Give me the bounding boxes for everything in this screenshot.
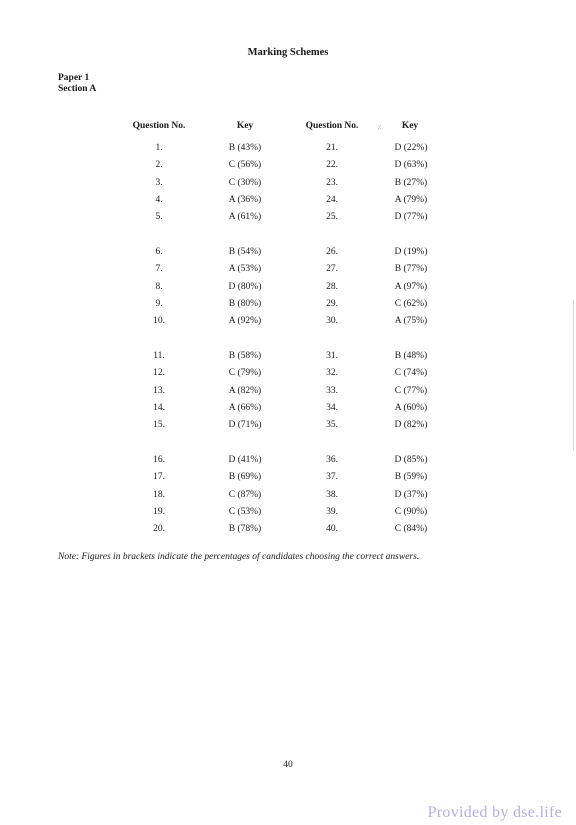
section-label: Section A <box>58 84 97 94</box>
answer-key: B (43%) <box>228 143 262 153</box>
question-number: 18. <box>153 489 165 500</box>
answer-key: A (36%) <box>228 194 262 205</box>
answer-key: C (53%) <box>228 506 262 517</box>
question-number: 31. <box>326 351 338 361</box>
question-number: 20. <box>153 524 165 535</box>
answer-key: C (74%) <box>394 368 428 379</box>
question-number: 17. <box>153 472 165 483</box>
answer-key: B (59%) <box>394 472 428 483</box>
answer-key: A (61%) <box>228 212 262 223</box>
question-number: 34. <box>326 402 338 413</box>
header-key-left: Key <box>236 121 254 131</box>
answer-key: C (30%) <box>228 177 262 188</box>
question-number: 6. <box>155 247 163 257</box>
question-number: 10. <box>153 316 165 327</box>
answer-key: A (92%) <box>228 316 262 327</box>
footnote: Note: Figures in brackets indicate the percentages of candidates choosing the correct answers. <box>58 552 420 562</box>
question-number: 32. <box>326 368 338 379</box>
answer-key: B (69%) <box>228 472 262 483</box>
answer-key: C (79%) <box>228 368 262 379</box>
answer-key: B (78%) <box>228 524 262 535</box>
answer-key: D (82%) <box>394 420 428 431</box>
answer-key: A (82%) <box>228 385 262 396</box>
header-question-no-right: Question No. <box>305 121 359 131</box>
question-number: 37. <box>326 472 338 483</box>
header-key-right: Key <box>401 121 419 131</box>
answer-key: C (84%) <box>394 524 428 535</box>
question-number: 3. <box>155 177 163 188</box>
answer-key: B (77%) <box>394 264 428 275</box>
question-number: 27. <box>326 264 338 275</box>
question-number: 23. <box>326 177 338 188</box>
answer-key: C (87%) <box>228 489 262 500</box>
question-number: 39. <box>326 506 338 517</box>
answer-key: A (60%) <box>394 402 428 413</box>
question-number: 33. <box>326 385 338 396</box>
paper-label: Paper 1 <box>58 73 90 83</box>
answer-key: D (71%) <box>228 420 262 431</box>
question-number: 30. <box>326 316 338 327</box>
question-number: 26. <box>326 247 338 257</box>
question-number: 36. <box>326 455 338 465</box>
question-number: 22. <box>326 160 338 171</box>
answer-key: D (19%) <box>394 247 428 257</box>
answer-key: B (54%) <box>228 247 262 257</box>
paper-section-heading <box>58 73 96 95</box>
answer-key: B (80%) <box>228 298 262 309</box>
answer-key: C (62%) <box>394 298 428 309</box>
answer-key: A (97%) <box>394 281 428 292</box>
answer-key: C (77%) <box>394 385 428 396</box>
watermark-link[interactable]: Provided by dse.life <box>427 804 562 821</box>
question-number: 40. <box>326 524 338 535</box>
answer-key: D (85%) <box>394 455 428 465</box>
question-number: 15. <box>153 420 165 431</box>
scan-mark: ⸓ <box>377 124 382 132</box>
question-number: 1. <box>155 143 163 153</box>
header-question-no-left: Question No. <box>132 121 186 131</box>
question-number: 4. <box>155 194 163 205</box>
question-number: 19. <box>153 506 165 517</box>
question-number: 21. <box>326 143 338 153</box>
question-number: 11. <box>153 351 165 361</box>
question-number: 14. <box>153 402 165 413</box>
answer-key: D (77%) <box>394 212 428 223</box>
answer-key: A (79%) <box>394 194 428 205</box>
answer-key: A (66%) <box>228 402 262 413</box>
answer-key: D (80%) <box>228 281 262 292</box>
question-number: 29. <box>326 298 338 309</box>
question-number: 25. <box>326 212 338 223</box>
answer-key: B (58%) <box>228 351 262 361</box>
answer-key: A (75%) <box>394 316 428 327</box>
page-number: 40 <box>283 760 293 770</box>
question-number: 24. <box>326 194 338 205</box>
answer-key: D (22%) <box>394 143 428 153</box>
answer-key: B (48%) <box>394 351 428 361</box>
question-number: 13. <box>153 385 165 396</box>
answer-key: A (53%) <box>228 264 262 275</box>
answer-key: D (63%) <box>394 160 428 171</box>
question-number: 35. <box>326 420 338 431</box>
question-number: 2. <box>155 160 163 171</box>
question-number: 9. <box>155 298 163 309</box>
page-title: Marking Schemes <box>247 47 329 58</box>
answer-key: D (37%) <box>394 489 428 500</box>
question-number: 12. <box>153 368 165 379</box>
question-number: 38. <box>326 489 338 500</box>
answer-key: C (90%) <box>394 506 428 517</box>
question-number: 5. <box>155 212 163 223</box>
answer-key: B (27%) <box>394 177 428 188</box>
question-number: 16. <box>153 455 165 465</box>
answer-key: C (56%) <box>228 160 262 171</box>
question-number: 8. <box>155 281 163 292</box>
answer-key: D (41%) <box>228 455 262 465</box>
question-number: 7. <box>155 264 163 275</box>
question-number: 28. <box>326 281 338 292</box>
scan-edge <box>573 300 574 450</box>
